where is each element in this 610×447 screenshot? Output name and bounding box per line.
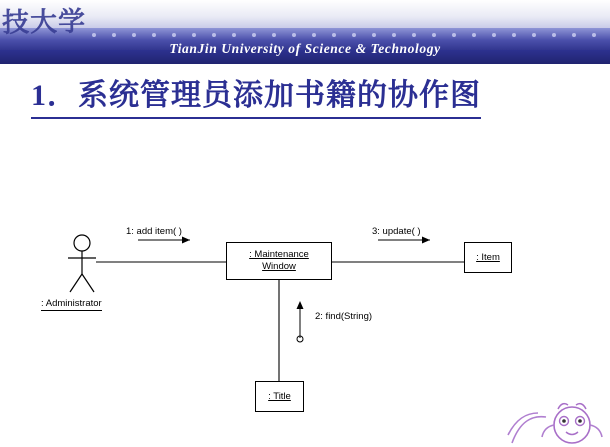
message-2-label: 2: find(String) (315, 311, 373, 322)
node-item[interactable] (464, 242, 512, 273)
node-title-label: : Title (268, 390, 291, 402)
node-item-label: : Item (476, 251, 500, 263)
actor-administrator-label: : Administrator (41, 298, 102, 309)
node-title[interactable] (255, 381, 304, 412)
node-maintenance-window-line2: Window (262, 261, 296, 272)
page-title: 1．系统管理员添加书籍的协作图 (31, 70, 481, 119)
node-maintenance-window[interactable] (226, 242, 332, 280)
node-maintenance-window-line1: : Maintenance (249, 249, 309, 260)
university-name-en: TianJin University of Science & Technology (169, 41, 441, 56)
mascot-decoration (506, 385, 606, 447)
message-3-label: 3: update( ) (372, 226, 421, 237)
actor-figure (68, 235, 96, 292)
university-name-cn: 技大学 (1, 6, 87, 38)
message-1-label: 1: add item( ) (126, 226, 182, 237)
